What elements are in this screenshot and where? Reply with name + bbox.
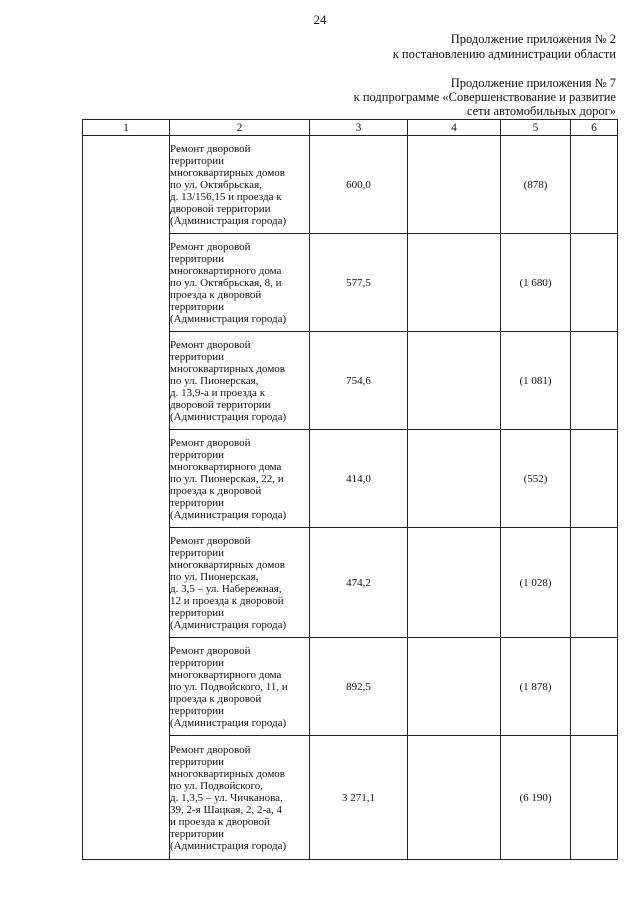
description-line: территории bbox=[170, 300, 225, 313]
header-line: сети автомобильных дорог» bbox=[466, 104, 616, 118]
description-line: по ул. Пионерская, 22, и bbox=[170, 472, 284, 485]
description-line: территории bbox=[170, 704, 225, 717]
description-line: (Администрация города) bbox=[170, 410, 287, 423]
empty-cell bbox=[408, 136, 501, 234]
value-cell: (878) bbox=[501, 136, 571, 234]
description-line: многоквартирных домов bbox=[170, 362, 285, 375]
empty-cell bbox=[571, 736, 618, 860]
description-line: многоквартирного дома bbox=[170, 668, 282, 681]
description-line: многоквартирного дома bbox=[170, 264, 282, 277]
value-cell: 474,2 bbox=[310, 528, 408, 638]
description-line: многоквартирных домов bbox=[170, 767, 285, 780]
empty-cell bbox=[408, 528, 501, 638]
description-line: территории bbox=[170, 827, 225, 840]
header-line: Продолжение приложения № 7 bbox=[450, 76, 616, 90]
description-line: территории bbox=[170, 546, 225, 559]
column-header: 5 bbox=[501, 120, 571, 136]
description-cell bbox=[170, 736, 310, 860]
appendix-header-2 bbox=[354, 76, 616, 118]
description-line: по ул. Подвойского, 11, и bbox=[170, 680, 288, 693]
description-line: Ремонт дворовой bbox=[170, 436, 251, 449]
description-line: территории bbox=[170, 755, 225, 768]
column-header: 2 bbox=[170, 120, 310, 136]
appendix-header-1 bbox=[393, 32, 616, 62]
empty-cell bbox=[408, 332, 501, 430]
description-line: проезда к дворовой bbox=[170, 288, 262, 301]
empty-cell bbox=[408, 234, 501, 332]
description-cell bbox=[170, 234, 310, 332]
description-line: Ремонт дворовой bbox=[170, 743, 251, 756]
page-number: 24 bbox=[313, 12, 327, 27]
column-header: 6 bbox=[571, 120, 618, 136]
empty-cell bbox=[571, 136, 618, 234]
description-cell bbox=[170, 430, 310, 528]
value-cell: (552) bbox=[501, 430, 571, 528]
description-line: по ул. Октябрьская, 8, и bbox=[170, 276, 282, 289]
description-line: (Администрация города) bbox=[170, 618, 287, 631]
value-cell: (1 878) bbox=[501, 638, 571, 736]
description-line: территории bbox=[170, 252, 225, 265]
column-header: 1 bbox=[83, 120, 170, 136]
description-line: Ремонт дворовой bbox=[170, 240, 251, 253]
description-line: д. 1,3,5 – ул. Чичканова, bbox=[170, 791, 283, 804]
description-line: территории bbox=[170, 656, 225, 669]
empty-cell bbox=[408, 638, 501, 736]
description-cell bbox=[170, 332, 310, 430]
description-line: проезда к дворовой bbox=[170, 484, 262, 497]
description-cell bbox=[170, 528, 310, 638]
description-line: д. 13,9-а и проезда к bbox=[170, 386, 266, 399]
description-line: (Администрация города) bbox=[170, 716, 287, 729]
column-header: 3 bbox=[310, 120, 408, 136]
description-line: территории bbox=[170, 606, 225, 619]
description-line: территории bbox=[170, 350, 225, 363]
description-line: территории bbox=[170, 448, 225, 461]
value-cell: 577,5 bbox=[310, 234, 408, 332]
merged-cell-col1 bbox=[83, 136, 170, 860]
description-line: д. 13/156,15 и проезда к bbox=[170, 190, 282, 203]
table-row bbox=[83, 136, 618, 234]
description-line: по ул. Октябрьская, bbox=[170, 178, 262, 191]
description-line: 12 и проезда к дворовой bbox=[170, 594, 284, 607]
description-line: многоквартирного дома bbox=[170, 460, 282, 473]
description-line: многоквартирных домов bbox=[170, 558, 285, 571]
description-cell bbox=[170, 638, 310, 736]
empty-cell bbox=[571, 528, 618, 638]
description-line: Ремонт дворовой bbox=[170, 338, 251, 351]
description-line: д. 3,5 – ул. Набережная, bbox=[170, 582, 282, 595]
value-cell: (1 028) bbox=[501, 528, 571, 638]
value-cell: 3 271,1 bbox=[310, 736, 408, 860]
description-cell bbox=[170, 136, 310, 234]
empty-cell bbox=[571, 234, 618, 332]
description-line: дворовой территории bbox=[170, 398, 271, 411]
empty-cell bbox=[571, 430, 618, 528]
program-table bbox=[82, 119, 618, 860]
empty-cell bbox=[408, 736, 501, 860]
description-line: территории bbox=[170, 154, 225, 167]
description-line: по ул. Пионерская, bbox=[170, 570, 259, 583]
description-line: многоквартирных домов bbox=[170, 166, 285, 179]
description-line: и проезда к дворовой bbox=[170, 815, 270, 828]
description-line: по ул. Пионерская, bbox=[170, 374, 259, 387]
column-number-row bbox=[83, 120, 618, 136]
value-cell: (6 190) bbox=[501, 736, 571, 860]
value-cell: 600,0 bbox=[310, 136, 408, 234]
description-line: (Администрация города) bbox=[170, 508, 287, 521]
description-line: Ремонт дворовой bbox=[170, 142, 251, 155]
description-line: (Администрация города) bbox=[170, 839, 287, 852]
value-cell: 414,0 bbox=[310, 430, 408, 528]
description-line: Ремонт дворовой bbox=[170, 534, 251, 547]
header-line: Продолжение приложения № 2 bbox=[450, 32, 616, 46]
header-line: к подпрограмме «Совершенствование и развитие bbox=[353, 90, 616, 104]
description-line: по ул. Подвойского, bbox=[170, 779, 264, 792]
empty-cell bbox=[571, 332, 618, 430]
value-cell: 892,5 bbox=[310, 638, 408, 736]
description-line: территории bbox=[170, 496, 225, 509]
header-line: к постановлению администрации области bbox=[392, 47, 616, 61]
description-line: проезда к дворовой bbox=[170, 692, 262, 705]
description-line: Ремонт дворовой bbox=[170, 644, 251, 657]
value-cell: (1 081) bbox=[501, 332, 571, 430]
description-line: (Администрация города) bbox=[170, 214, 287, 227]
value-cell: (1 680) bbox=[501, 234, 571, 332]
description-line: 39, 2-я Шацкая, 2, 2-а, 4 bbox=[170, 803, 283, 816]
description-line: дворовой территории bbox=[170, 202, 271, 215]
empty-cell bbox=[571, 638, 618, 736]
description-line: (Администрация города) bbox=[170, 312, 287, 325]
empty-cell bbox=[408, 430, 501, 528]
column-header: 4 bbox=[408, 120, 501, 136]
value-cell: 754,6 bbox=[310, 332, 408, 430]
